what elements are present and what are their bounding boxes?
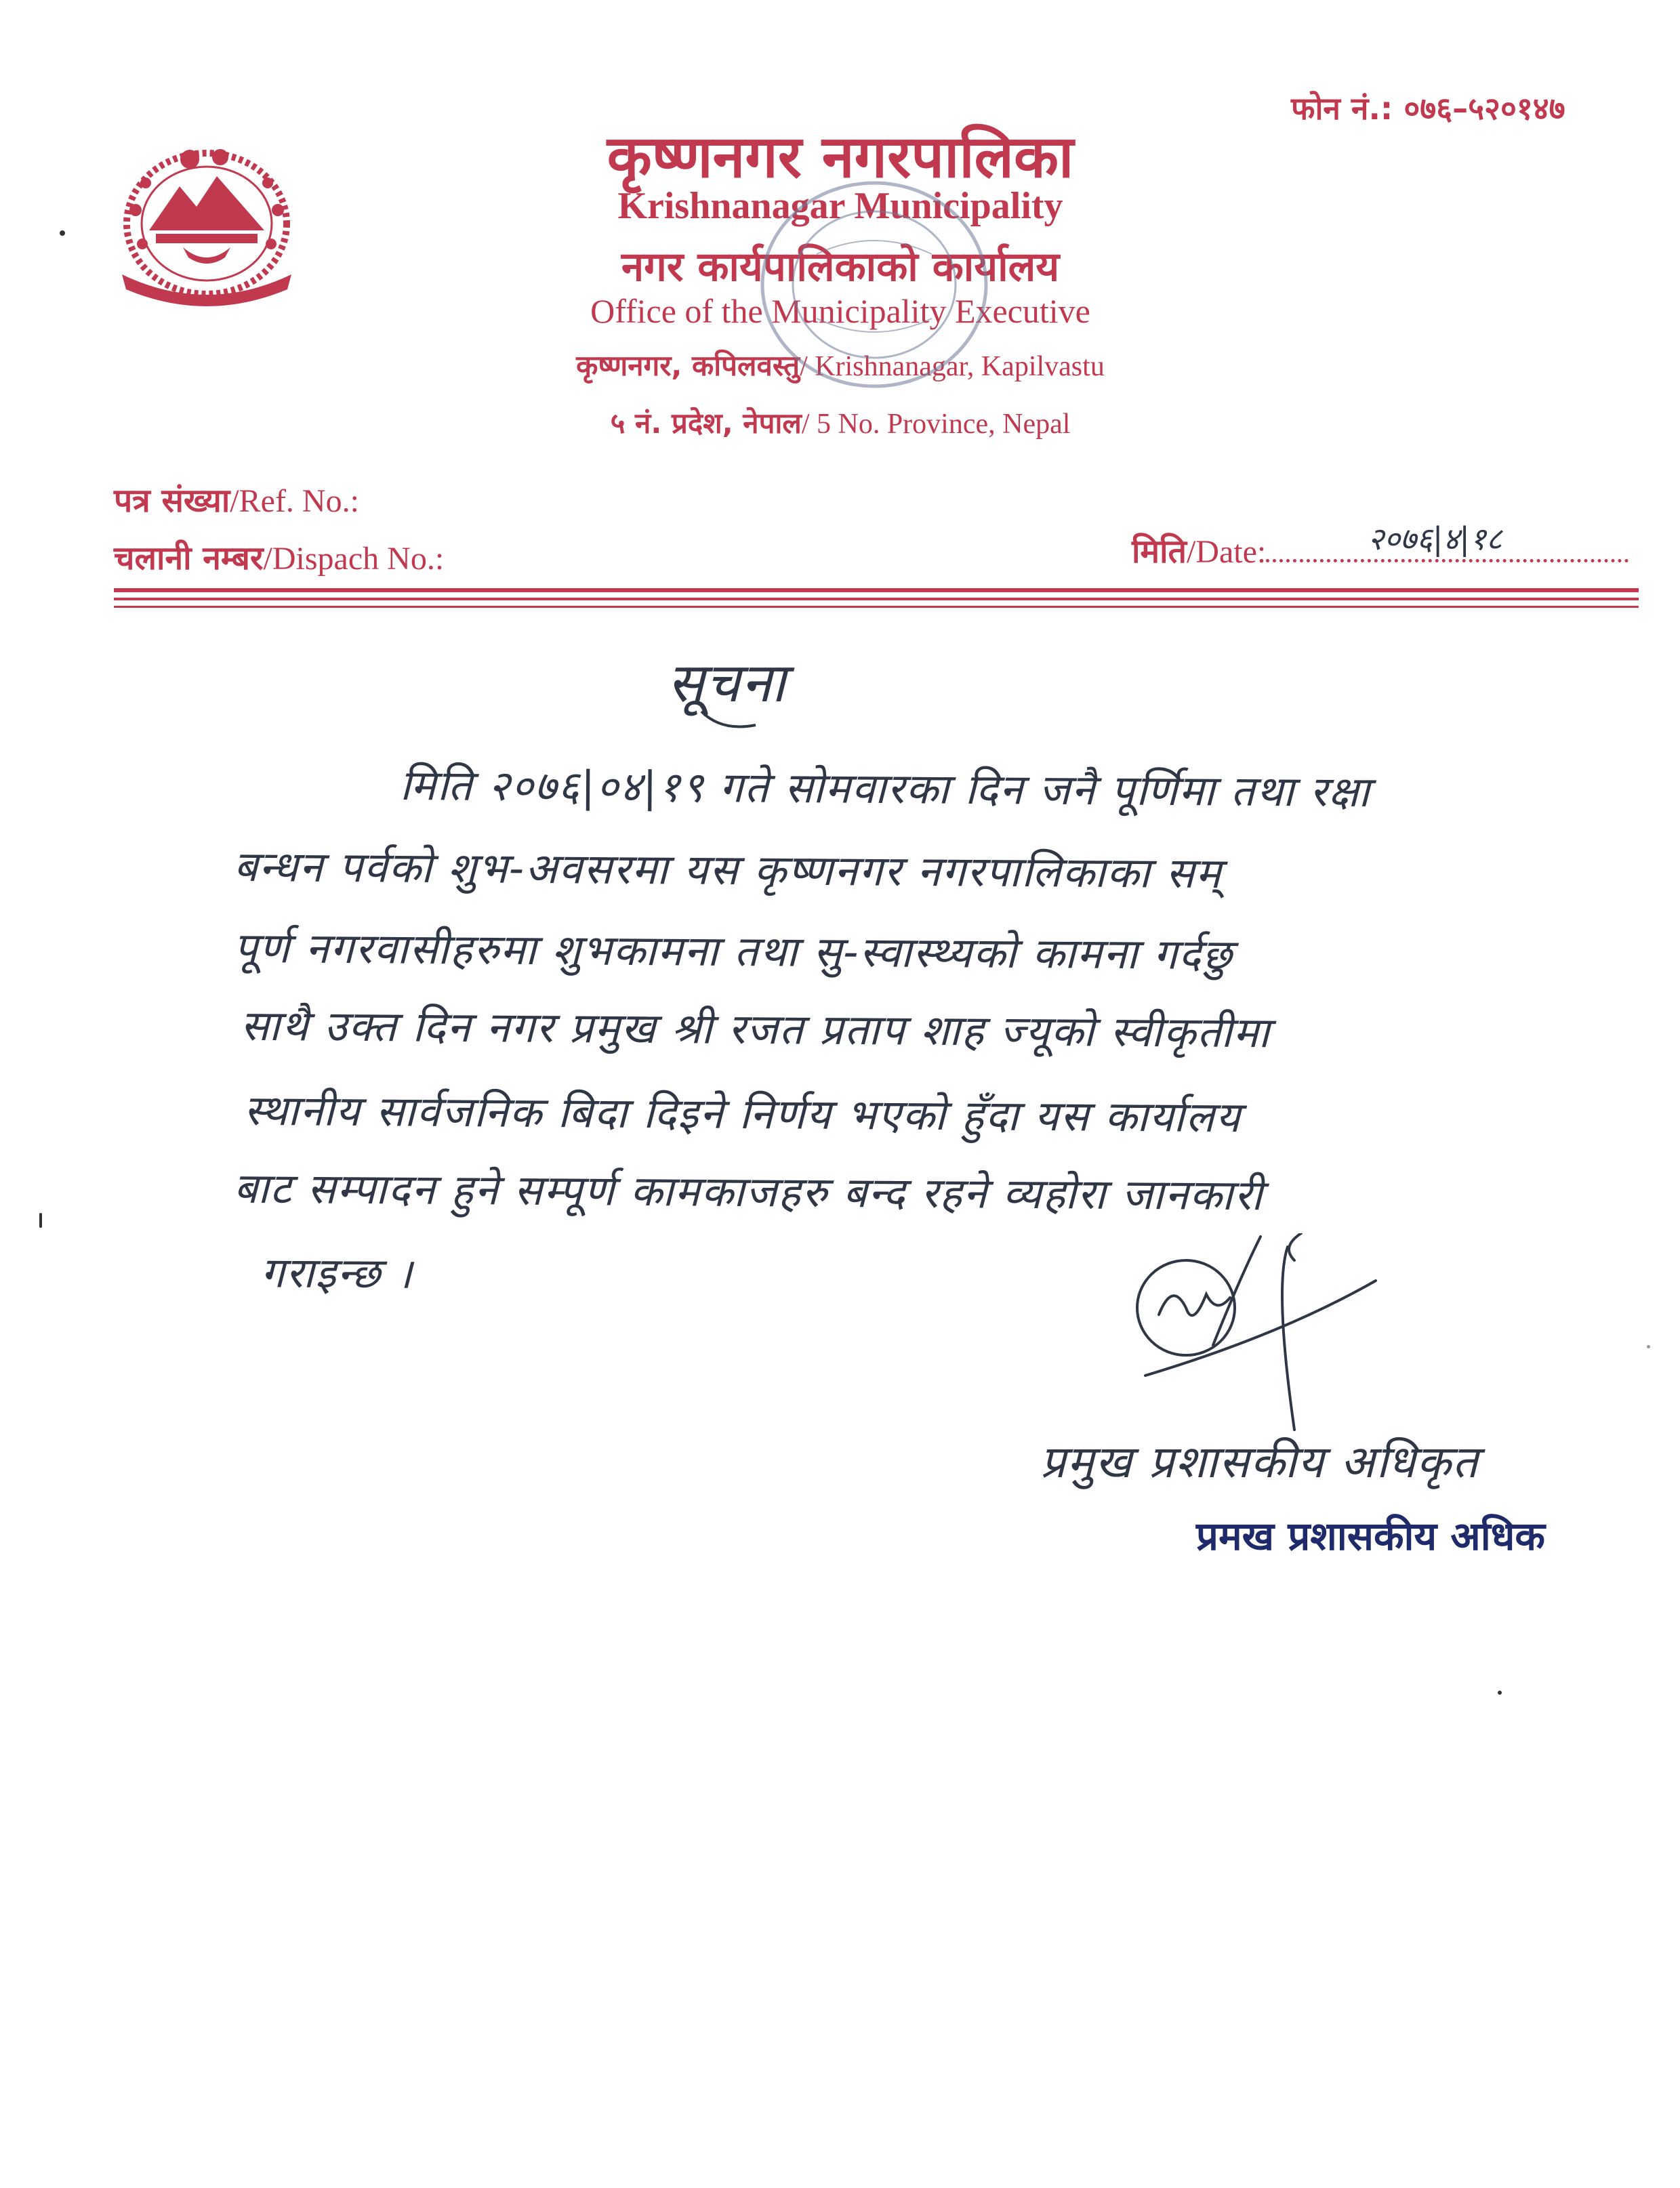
address-nepali: कृष्णनगर, कपिलवस्तु (576, 349, 800, 382)
office-title-english: Office of the Municipality Executive (590, 292, 1090, 330)
date-label-english: /Date: (1186, 534, 1267, 570)
notice-line: गराइन्छ । (260, 1247, 414, 1298)
province-nepali: ५ नं. प्रदेश, नेपाल (610, 407, 802, 440)
address-english: / Krishnanagar, Kapilvastu (800, 351, 1105, 382)
municipality-title-nepali: कृष्णनगर नगरपालिका (607, 123, 1074, 191)
scan-speck (39, 1213, 42, 1228)
date-field (1132, 520, 1628, 573)
dispatch-label-nepali: चलानी नम्बर (114, 539, 264, 577)
scan-speck (60, 230, 65, 236)
signature-scribble-icon (1105, 1233, 1443, 1450)
header-divider (114, 588, 1639, 592)
phone-number: फोन नं.: ०७६–५२०१४७ (1291, 90, 1565, 127)
title-underline (698, 705, 759, 732)
ref-label-english: /Ref. No.: (230, 483, 359, 519)
province-line (474, 403, 1206, 442)
ref-label-nepali: पत्र संख्या (114, 482, 230, 520)
notice-line: साथै उक्त दिन नगर प्रमुख श्री रजत प्रताप शाह ज्यूको स्वीकृतीमा (240, 1000, 1271, 1058)
date-value: २०७६|४|१८ (1368, 520, 1502, 557)
notice-title: सूचना (668, 651, 787, 714)
office-title-nepali: नगर कार्यपालिकाको कार्यालय (621, 243, 1060, 291)
municipality-title-english: Krishnanagar Municipality (617, 185, 1063, 227)
notice-line: बाट सम्पादन हुने सम्पूर्ण कामकाजहरु बन्द रहने व्यहोरा जानकारी (233, 1163, 1264, 1220)
scan-speck (1498, 1691, 1502, 1695)
dispatch-number-field (114, 535, 444, 579)
header-divider (114, 598, 1639, 600)
province-english: / 5 No. Province, Nepal (801, 409, 1071, 440)
scan-speck (1647, 1345, 1650, 1348)
designation-stamp: प्रमख प्रशासकीय अधिक (1196, 1513, 1545, 1559)
dispatch-label-english: /Dispach No.: (263, 541, 445, 577)
date-dotted-line (1266, 520, 1628, 562)
notice-line: पूर्ण नगरवासीहरुमा शुभकामना तथा सु-स्वास्थ्यको कामना गर्दछु (233, 922, 1233, 980)
header-divider (114, 606, 1639, 608)
notice-line: बन्धन पर्वको शुभ-अवसरमा यस कृष्णनगर नगरपालिकाका सम् (233, 841, 1223, 899)
reference-number-field (114, 478, 359, 522)
date-label-nepali: मिति (1132, 533, 1187, 571)
handwritten-designation: प्रमुख प्रशासकीय अधिकृत (1040, 1436, 1479, 1488)
office-seal-stamp-icon (752, 173, 996, 396)
nepal-emblem-icon (108, 129, 305, 312)
notice-line: मिति २०७६|०४|१९ गते सोमवारका दिन जनै पूर्णिमा तथा रक्षा (399, 760, 1371, 817)
notice-line: स्थानीय सार्वजनिक बिदा दिइने निर्णय भएको हुँदा यस कार्यालय (243, 1085, 1242, 1142)
